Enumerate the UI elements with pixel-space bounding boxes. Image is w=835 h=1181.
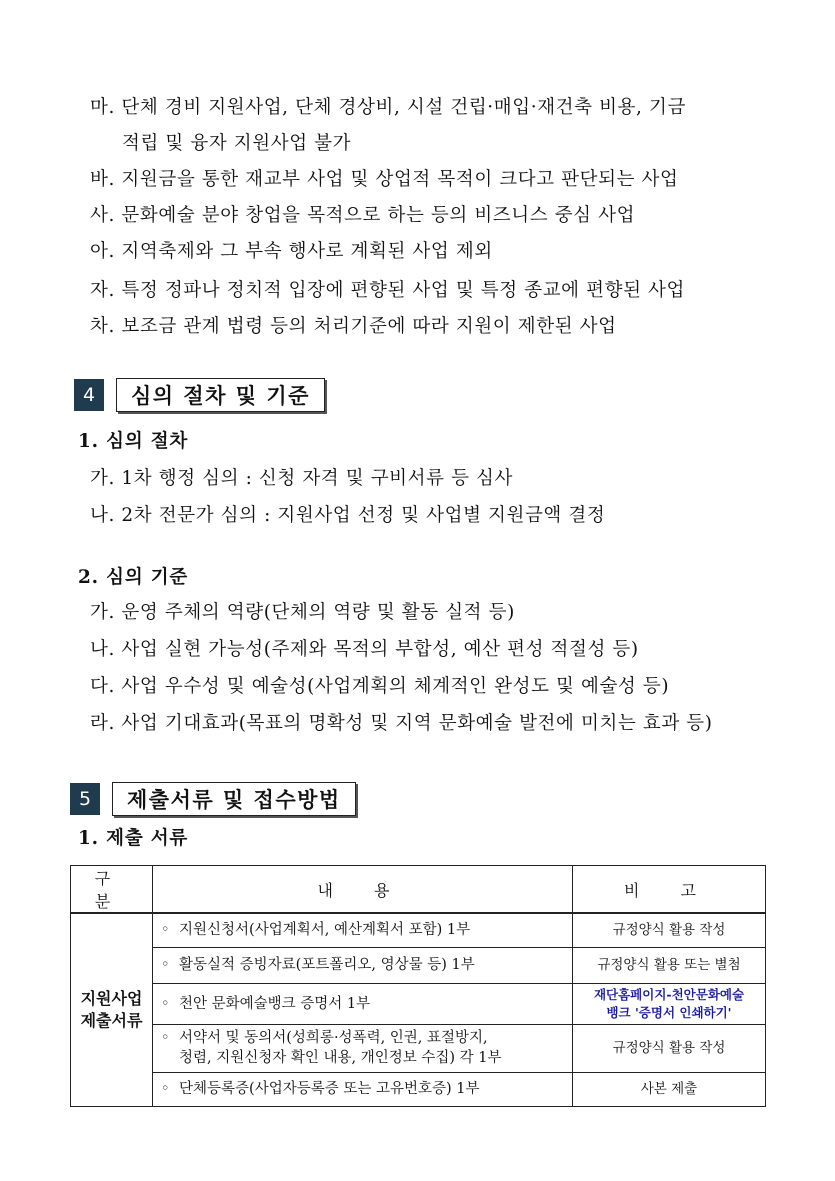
section-5-heading [70, 782, 356, 816]
category-cell [71, 913, 153, 1106]
list-item-sa: 사. 문화예술 분야 창업을 목적으로 하는 등의 비즈니스 중심 사업 [90, 205, 636, 226]
table-row [71, 913, 766, 947]
section-title: 심의 절차 및 기준 [116, 378, 325, 412]
header-category: 구 분 [71, 866, 153, 914]
list-item-ma-continued: 적립 및 융자 지원사업 불가 [122, 133, 352, 154]
section-number-badge: 4 [74, 379, 104, 411]
content-cell [153, 1072, 573, 1106]
review-criterion-2: 나. 사업 실현 가능성(주제와 목적의 부합성, 예산 편성 적절성 등) [90, 639, 639, 660]
list-item-ma: 마. 단체 경비 지원사업, 단체 경상비, 시설 건립·매입·재건축 비용, 기금 [90, 97, 686, 118]
review-criterion-1: 가. 운영 주체의 역량(단체의 역량 및 활동 실적 등) [90, 602, 515, 623]
subsection-heading: 1. 심의 절차 [78, 431, 189, 452]
bullet-icon: ◦ [161, 922, 170, 939]
content-cell [153, 1024, 573, 1072]
content-cell [153, 947, 573, 983]
list-item-a: 아. 지역축제와 그 부속 행사로 계획된 사업 제외 [90, 241, 493, 262]
review-step-2: 나. 2차 전문가 심의 : 지원사업 선정 및 사업별 지원금액 결정 [90, 505, 606, 526]
table-header-row [71, 866, 766, 914]
section-4-heading [74, 378, 325, 412]
note-cell: 규정양식 활용 작성 [573, 1024, 766, 1072]
content-text-line2: 청렴, 지원신청자 확인 내용, 개인정보 수집) 각 1부 [179, 1050, 502, 1066]
bullet-icon: ◦ [161, 995, 170, 1012]
review-criterion-4: 라. 사업 기대효과(목표의 명확성 및 지역 문화예술 발전에 미치는 효과 등) [90, 713, 713, 734]
bullet-icon: ◦ [161, 1030, 170, 1046]
subsection-heading: 2. 심의 기준 [78, 567, 189, 588]
header-content: 내 용 [153, 866, 573, 914]
note-line2: 뱅크 '증명서 인쇄하기' [606, 1004, 732, 1020]
content-text: 활동실적 증빙자료(포트폴리오, 영상물 등) 1부 [179, 957, 475, 973]
table-row [71, 983, 766, 1024]
note-line1: 재단홈페이지-천안문화예술 [593, 986, 745, 1002]
table-row [71, 1024, 766, 1072]
table-row [71, 947, 766, 983]
section-title: 제출서류 및 접수방법 [112, 782, 356, 816]
content-text: 단체등록증(사업자등록증 또는 고유번호증) 1부 [179, 1081, 480, 1097]
review-step-1: 가. 1차 행정 심의 : 신청 자격 및 구비서류 등 심사 [90, 468, 513, 489]
table-row [71, 1072, 766, 1106]
subsection-heading: 1. 제출 서류 [78, 828, 189, 849]
bullet-icon: ◦ [161, 1081, 170, 1097]
content-cell [153, 913, 573, 947]
note-cell-highlight [573, 983, 766, 1024]
submission-documents-table [70, 865, 766, 1107]
content-text: 천안 문화예술뱅크 증명서 1부 [179, 995, 371, 1012]
category-label-line1: 지원사업 [80, 988, 143, 1008]
content-text: 지원신청서(사업계획서, 예산계획서 포함) 1부 [179, 922, 471, 939]
content-cell [153, 983, 573, 1024]
list-item-cha: 차. 보조금 관계 법령 등의 처리기준에 따라 지원이 제한된 사업 [90, 316, 617, 337]
list-item-ja: 자. 특정 정파나 정치적 입장에 편향된 사업 및 특정 종교에 편향된 사업 [90, 280, 685, 301]
header-note: 비 고 [573, 866, 766, 914]
category-label-line2: 제출서류 [80, 1010, 143, 1030]
review-criterion-3: 다. 사업 우수성 및 예술성(사업계획의 체계적인 완성도 및 예술성 등) [90, 676, 670, 697]
content-text-line1: 서약서 및 동의서(성희롱·성폭력, 인권, 표절방지, [179, 1030, 488, 1046]
note-cell: 사본 제출 [573, 1072, 766, 1106]
bullet-icon: ◦ [161, 957, 170, 973]
section-number-badge: 5 [70, 783, 100, 815]
note-cell: 규정양식 활용 작성 [573, 913, 766, 947]
list-item-ba: 바. 지원금을 통한 재교부 사업 및 상업적 목적이 크다고 판단되는 사업 [90, 169, 679, 190]
note-cell: 규정양식 활용 또는 별첨 [573, 947, 766, 983]
